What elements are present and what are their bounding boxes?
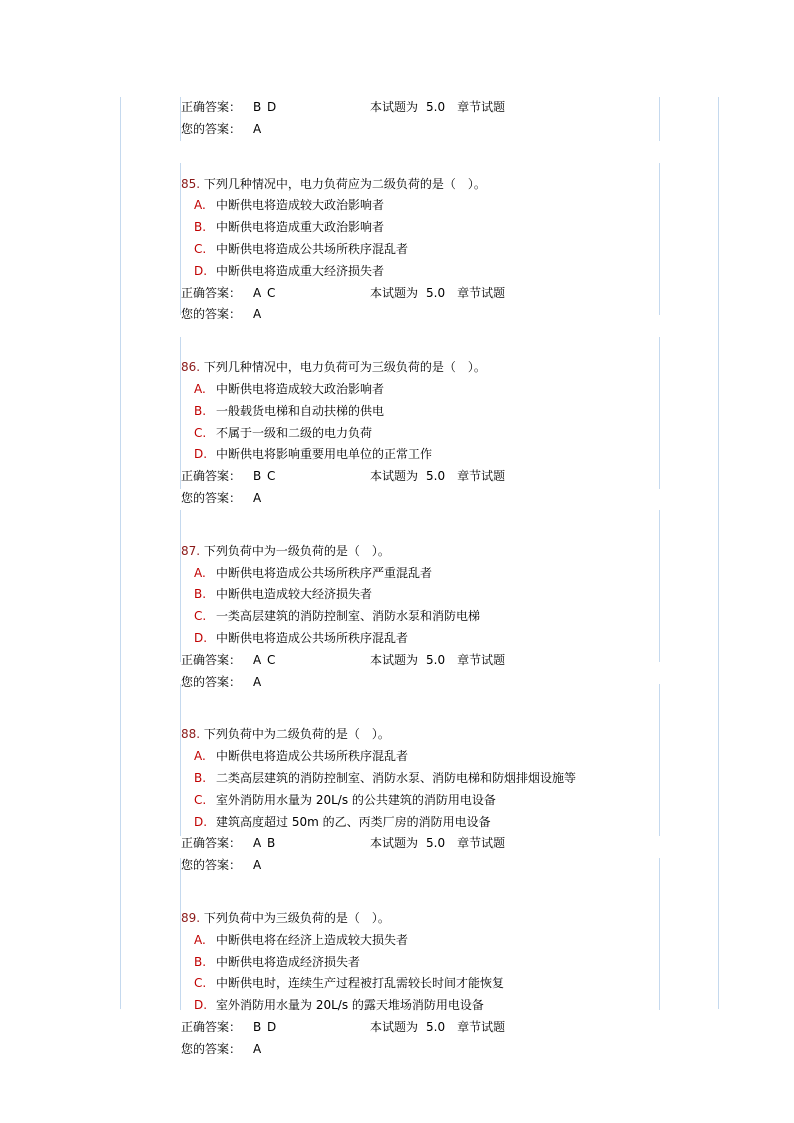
- score-info: [370, 1017, 513, 1039]
- option-text: 室外消防用水量为 20L/s 的露天堆场消防用电设备: [216, 998, 484, 1013]
- option-d[interactable]: [181, 444, 651, 466]
- score-value: 5.0: [426, 652, 446, 667]
- your-answer-label: 您的答案：: [181, 121, 242, 136]
- your-answer-label: 您的答案：: [181, 307, 242, 322]
- score-info: [370, 650, 513, 672]
- your-answer-row: [181, 488, 651, 510]
- correct-answer-label: 正确答案：: [181, 469, 242, 484]
- option-text: 中断供电将造成重大经济损失者: [216, 263, 385, 278]
- question-88: [181, 724, 651, 877]
- your-answer-row: [181, 304, 651, 326]
- score-prefix: 本试题为: [370, 285, 419, 300]
- option-a[interactable]: [181, 563, 651, 585]
- chapter-label: 章节试题: [457, 652, 506, 667]
- previous-question-answers: [181, 97, 651, 141]
- option-b[interactable]: [181, 768, 651, 790]
- option-b[interactable]: [181, 584, 651, 606]
- option-a[interactable]: [181, 379, 651, 401]
- your-answer-value: A: [253, 307, 262, 322]
- option-letter: B.: [194, 954, 207, 969]
- outer-left-border: [120, 97, 121, 1009]
- question-number: 86.: [181, 360, 201, 375]
- option-a[interactable]: [181, 195, 651, 217]
- quiz-content: [181, 97, 651, 1060]
- option-text: 中断供电将造成重大政治影响者: [216, 220, 385, 235]
- option-d[interactable]: [181, 628, 651, 650]
- option-letter: A.: [194, 932, 206, 947]
- score-info: [370, 283, 513, 305]
- option-a[interactable]: [181, 746, 651, 768]
- option-letter: D.: [194, 447, 208, 462]
- option-a[interactable]: [181, 930, 651, 952]
- correct-answer-row: [181, 283, 651, 305]
- inner-right-border-3: [659, 337, 660, 489]
- option-text: 中断供电将造成公共场所秩序混乱者: [216, 749, 409, 764]
- your-answer-label: 您的答案：: [181, 858, 242, 873]
- option-text: 中断供电时，连续生产过程被打乱需较长时间才能恢复: [216, 976, 505, 991]
- your-answer-label: 您的答案：: [181, 490, 242, 505]
- correct-answer-label: 正确答案：: [181, 836, 242, 851]
- correct-answer-label: 正确答案：: [181, 1019, 242, 1034]
- score-value: 5.0: [426, 836, 446, 851]
- inner-right-border-1: [659, 97, 660, 141]
- correct-answer-value: A C: [253, 652, 277, 667]
- question-text: 下列几种情况中，电力负荷应为二级负荷的是（ ）。: [203, 176, 486, 191]
- question-title: [181, 908, 651, 930]
- option-text: 中断供电造成较大经济损失者: [216, 587, 373, 602]
- chapter-label: 章节试题: [457, 469, 506, 484]
- score-value: 5.0: [426, 469, 446, 484]
- question-text: 下列负荷中为二级负荷的是（ ）。: [203, 727, 390, 742]
- question-89: [181, 908, 651, 1061]
- correct-answer-row: [181, 650, 651, 672]
- option-text: 中断供电将影响重要用电单位的正常工作: [216, 447, 433, 462]
- correct-answer-label: 正确答案：: [181, 652, 242, 667]
- option-b[interactable]: [181, 952, 651, 974]
- option-text: 中断供电将造成经济损失者: [216, 954, 361, 969]
- inner-right-border-5: [659, 684, 660, 836]
- question-title: [181, 174, 651, 196]
- correct-answer-value: B D: [253, 1019, 278, 1034]
- inner-right-border-4: [659, 510, 660, 662]
- question-number: 85.: [181, 176, 201, 191]
- your-answer-value: A: [253, 1041, 262, 1056]
- option-letter: D.: [194, 998, 208, 1013]
- your-answer-row: [181, 672, 651, 694]
- option-text: 一般载货电梯和自动扶梯的供电: [216, 403, 385, 418]
- option-text: 二类高层建筑的消防控制室、消防水泵、消防电梯和防烟排烟设施等: [216, 770, 577, 785]
- option-letter: A.: [194, 198, 206, 213]
- question-title: [181, 357, 651, 379]
- option-letter: D.: [194, 263, 208, 278]
- option-letter: D.: [194, 630, 208, 645]
- option-text: 一类高层建筑的消防控制室、消防水泵和消防电梯: [216, 609, 481, 624]
- correct-answer-label: 正确答案：: [181, 100, 242, 114]
- option-text: 中断供电将造成公共场所秩序混乱者: [216, 241, 409, 256]
- score-prefix: 本试题为: [370, 469, 419, 484]
- option-letter: D.: [194, 814, 208, 829]
- option-text: 室外消防用水量为 20L/s 的公共建筑的消防用电设备: [216, 792, 496, 807]
- option-letter: B.: [194, 587, 207, 602]
- question-85: [181, 174, 651, 327]
- correct-answer-value: A C: [253, 285, 277, 300]
- option-text: 中断供电将造成公共场所秩序严重混乱者: [216, 565, 433, 580]
- score-value: 5.0: [426, 1019, 446, 1034]
- question-87: [181, 541, 651, 694]
- option-b[interactable]: [181, 217, 651, 239]
- chapter-label: 章节试题: [457, 836, 506, 851]
- score-info: [370, 97, 513, 119]
- your-answer-row: [181, 1039, 651, 1061]
- option-c[interactable]: [181, 239, 651, 261]
- option-letter: C.: [194, 241, 207, 256]
- correct-answer-label: 正确答案：: [181, 285, 242, 300]
- option-c[interactable]: [181, 606, 651, 628]
- option-c[interactable]: [181, 423, 651, 445]
- score-prefix: 本试题为: [370, 100, 419, 114]
- option-letter: B.: [194, 770, 207, 785]
- question-number: 88.: [181, 727, 201, 742]
- question-number: 87.: [181, 543, 201, 558]
- option-text: 建筑高度超过 50m 的乙、丙类厂房的消防用电设备: [216, 814, 491, 829]
- option-d[interactable]: [181, 812, 651, 834]
- question-text: 下列负荷中为一级负荷的是（ ）。: [203, 543, 390, 558]
- score-prefix: 本试题为: [370, 652, 419, 667]
- option-text: 中断供电将在经济上造成较大损失者: [216, 932, 409, 947]
- option-d[interactable]: [181, 995, 651, 1017]
- option-letter: B.: [194, 403, 207, 418]
- option-letter: C.: [194, 976, 207, 991]
- option-c[interactable]: [181, 973, 651, 995]
- option-b[interactable]: [181, 401, 651, 423]
- option-letter: C.: [194, 792, 207, 807]
- option-d[interactable]: [181, 261, 651, 283]
- correct-answer-row: [181, 833, 651, 855]
- correct-answer-row: [181, 97, 651, 119]
- score-info: [370, 833, 513, 855]
- option-letter: A.: [194, 381, 206, 396]
- option-c[interactable]: [181, 790, 651, 812]
- score-value: 5.0: [426, 285, 446, 300]
- option-text: 中断供电将造成较大政治影响者: [216, 198, 385, 213]
- question-text: 下列几种情况中，电力负荷可为三级负荷的是（ ）。: [203, 360, 486, 375]
- score-value: 5.0: [426, 100, 446, 114]
- option-text: 中断供电将造成公共场所秩序混乱者: [216, 630, 409, 645]
- correct-answer-value: B D: [253, 100, 278, 114]
- question-number: 89.: [181, 910, 201, 925]
- option-letter: A.: [194, 749, 206, 764]
- option-letter: B.: [194, 220, 207, 235]
- option-letter: A.: [194, 565, 206, 580]
- correct-answer-row: [181, 1017, 651, 1039]
- score-prefix: 本试题为: [370, 1019, 419, 1034]
- outer-right-border: [718, 97, 719, 1009]
- option-letter: C.: [194, 425, 207, 440]
- your-answer-value: A: [253, 674, 262, 689]
- your-answer-label: 您的答案：: [181, 1041, 242, 1056]
- chapter-label: 章节试题: [457, 1019, 506, 1034]
- inner-right-border-2: [659, 163, 660, 315]
- your-answer-label: 您的答案：: [181, 674, 242, 689]
- chapter-label: 章节试题: [457, 100, 506, 114]
- question-title: [181, 724, 651, 746]
- your-answer-row: [181, 855, 651, 877]
- score-prefix: 本试题为: [370, 836, 419, 851]
- correct-answer-value: A B: [253, 836, 277, 851]
- question-title: [181, 541, 651, 563]
- your-answer-value: A: [253, 490, 262, 505]
- option-letter: C.: [194, 609, 207, 624]
- correct-answer-value: B C: [253, 469, 277, 484]
- question-text: 下列负荷中为三级负荷的是（ ）。: [203, 910, 390, 925]
- your-answer-value: A: [253, 858, 262, 873]
- score-info: [370, 466, 513, 488]
- inner-right-border-6: [659, 858, 660, 1010]
- your-answer-row: [181, 119, 651, 141]
- option-text: 中断供电将造成较大政治影响者: [216, 381, 385, 396]
- correct-answer-row: [181, 466, 651, 488]
- option-text: 不属于一级和二级的电力负荷: [216, 425, 373, 440]
- chapter-label: 章节试题: [457, 285, 506, 300]
- question-86: [181, 357, 651, 510]
- your-answer-value: A: [253, 121, 262, 136]
